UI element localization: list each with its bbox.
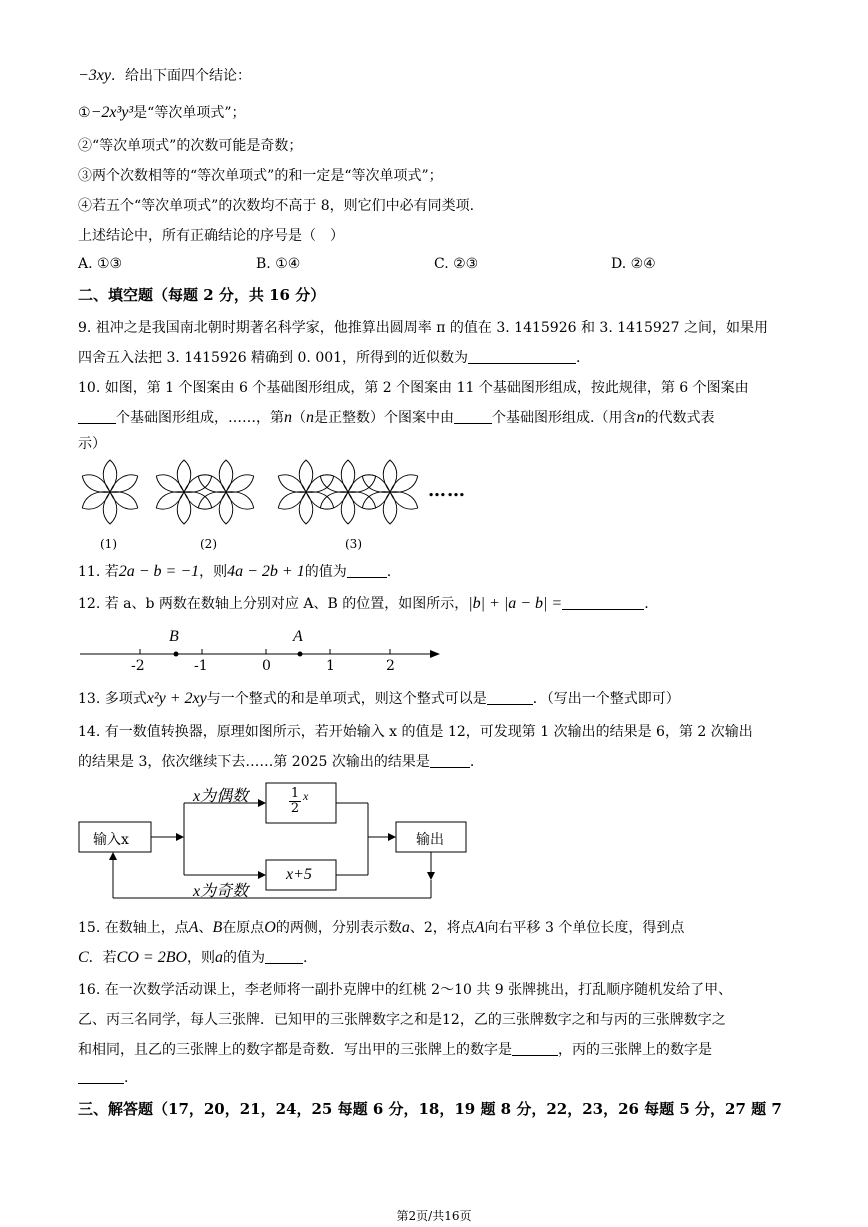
option-c[interactable]: C. ②③ [434, 256, 479, 272]
q16-line3 [78, 1040, 712, 1060]
conclusion-text: 是“等次单项式”； [133, 105, 246, 121]
q15-text: 在原点 [222, 920, 265, 936]
q10-text: （ [292, 410, 306, 426]
conclusion-text: “等次单项式”的次数可能是奇数； [92, 138, 303, 154]
q16-text: ，丙的三张牌上的数字是 [558, 1042, 712, 1058]
q14-text: 的结果是 3，依次继续下去……第 2025 次输出的结果是 [78, 754, 430, 770]
flower-pattern-1 [79, 460, 141, 524]
q16-end: . [124, 1070, 129, 1086]
q15-point: A [188, 919, 199, 936]
q14-input-box: 输入x [93, 832, 129, 848]
q12-line [78, 594, 649, 614]
q14-half-fraction [289, 787, 301, 816]
section-3-heading: 三、解答题（17，20，21，24，25 每题 6 分，18，19 题 8 分，22，23，26 每题 5 分，27 题 7 [78, 1100, 782, 1118]
q10-var-n: n [306, 409, 314, 426]
q9-end: . [576, 350, 581, 366]
q14-answer-blank[interactable] [430, 753, 470, 768]
q16-line4 [78, 1068, 128, 1088]
q12-tick: -1 [194, 658, 208, 674]
q14-line2 [78, 752, 474, 772]
conclusion-4 [78, 196, 474, 216]
q15-condition: CO = 2BO [116, 949, 188, 966]
q14-even-label: x为偶数 [193, 788, 249, 805]
q16-blank-2[interactable] [78, 1069, 124, 1084]
page-footer: 第2页/共16页 [396, 1209, 472, 1223]
question-line: 上述结论中，所有正确结论的序号是（ ） [78, 228, 344, 244]
flower-pattern-3b [317, 460, 379, 524]
q12-expr: |b| + |a − b| = [468, 595, 563, 612]
intro-line [78, 66, 251, 86]
conclusion-number: ④ [78, 198, 92, 214]
q10-line3: 示） [78, 436, 106, 452]
q10-label-2: (2) [200, 537, 217, 551]
q15-answer-blank[interactable] [265, 949, 303, 964]
conclusion-text: 若五个“等次单项式”的次数均不高于 8，则它们中必有同类项. [92, 198, 475, 214]
option-d[interactable]: D. ②④ [611, 256, 656, 272]
q15-var: a [401, 919, 410, 936]
q13-line [78, 689, 680, 709]
q10-text: 个基础图形组成.（用含 [492, 410, 637, 426]
q14-plus-box: x+5 [286, 866, 312, 883]
fraction-denominator: 2 [290, 801, 300, 816]
q15-point: O [264, 919, 276, 936]
q9-line2 [78, 348, 581, 368]
q11-line [78, 562, 391, 582]
q15-text: 的值为 [223, 950, 266, 966]
q11-text: 11. 若 [78, 564, 119, 580]
q9-text: 四舍五入法把 3. 1415926 精确到 0. 001，所得到的近似数为 [78, 350, 469, 366]
q10-blank-1[interactable] [78, 409, 116, 424]
q12-tick: 1 [326, 658, 335, 674]
q14-half-var: x [303, 789, 309, 803]
point-b-dot [174, 652, 179, 657]
q12-text: 12. 若 a、b 两数在数轴上分别对应 A、B 的位置，如图所示， [78, 596, 469, 612]
conclusion-number: ② [78, 138, 92, 154]
q11-text: 的值为 [304, 564, 347, 580]
flower-pattern-2b [195, 460, 257, 524]
q13-text: 与一个整式的和是单项式，则这个整式可以是 [206, 691, 487, 707]
option-b[interactable]: B. ①④ [256, 256, 301, 272]
q12-tick: 2 [386, 658, 395, 674]
q15-point: A [474, 919, 485, 936]
q12-point-b: B [169, 628, 179, 645]
q14-line1: 14. 有一数值转换器，原理如图所示，若开始输入 x 的值是 12，可发现第 1 次输出的结果是 6，第 2 次输出 [78, 724, 753, 740]
option-a[interactable]: A. ①③ [78, 256, 123, 272]
q13-expr: x²y + 2xy [146, 690, 207, 707]
q9-answer-blank[interactable] [468, 349, 576, 364]
q15-text: ，则 [187, 950, 216, 966]
q16-blank-1[interactable] [512, 1041, 558, 1056]
q10-label-3: (3) [345, 537, 362, 551]
q10-label-1: (1) [100, 537, 117, 551]
conclusion-text: 两个次数相等的“等次单项式”的和一定是“等次单项式”； [92, 168, 443, 184]
q12-point-a: A [293, 628, 303, 645]
conclusion-number: ③ [78, 168, 92, 184]
q10-line2 [78, 408, 714, 428]
q12-answer-blank[interactable] [562, 595, 644, 610]
conclusion-expr: −2x³y³ [90, 104, 134, 121]
q10-var-n: n [284, 409, 292, 426]
q13-answer-blank[interactable] [487, 690, 533, 705]
conclusion-1 [78, 103, 245, 123]
q15-text: 15. 在数轴上，点 [78, 920, 189, 936]
q13-text: ．（写出一个整式即可） [532, 691, 680, 707]
intro-text: ．给出下面四个结论： [111, 68, 251, 84]
q15-point: C [78, 949, 89, 966]
q15-text: 的两侧，分别表示数 [275, 920, 402, 936]
q15-point: B [212, 919, 223, 936]
flower-pattern-3c [359, 460, 421, 524]
q10-text: 是正整数）个图案中由 [314, 410, 454, 426]
q15-text: 向右平移 3 个单位长度，得到点 [484, 920, 685, 936]
q10-blank-2[interactable] [454, 409, 492, 424]
q14-output-box: 输出 [416, 832, 444, 848]
q16-line1: 16. 在一次数学活动课上，李老师将一副扑克牌中的红桃 2～10 共 9 张牌挑出，打乱顺序随机发给了甲、 [78, 982, 733, 998]
conclusion-3 [78, 166, 443, 186]
q12-end: . [644, 596, 649, 612]
q10-ellipsis: …… [428, 480, 466, 501]
q11-expr2: 4a − 2b + 1 [227, 563, 305, 580]
q16-line2: 乙、丙三名同学，每人三张牌．已知甲的三张牌数字之和是12，乙的三张牌数字之和与丙的三张牌数字之 [78, 1012, 726, 1028]
fraction-numerator: 1 [290, 786, 300, 801]
q15-end: . [303, 950, 308, 966]
q10-line1: 10. 如图，第 1 个图案由 6 个基础图形组成，第 2 个图案由 11 个基础图形组成，按此规律，第 6 个图案由 [78, 380, 749, 396]
point-a-dot [298, 652, 303, 657]
q11-end: . [386, 564, 392, 580]
q9-line1: 9. 祖冲之是我国南北朝时期著名科学家，他推算出圆周率 π 的值在 3. 1415926 和 3. 1415927 之间，如果用 [78, 320, 769, 336]
q15-var: a [215, 949, 224, 966]
q15-text: ．若 [88, 950, 117, 966]
conclusion-2 [78, 136, 302, 156]
q16-text: 和相同，且乙的三张牌上的数字都是奇数．写出甲的三张牌上的数字是 [78, 1042, 512, 1058]
q10-text: 个基础图形组成，……，第 [116, 410, 284, 426]
flower-pattern-2a [153, 460, 215, 524]
q11-text: ，则 [199, 564, 228, 580]
intro-expr: −3xy [78, 67, 111, 84]
q10-var-n: n [636, 409, 645, 426]
q11-expr1: 2a − b = −1 [118, 563, 200, 580]
q11-answer-blank[interactable] [347, 563, 387, 578]
section-2-heading: 二、填空题（每题 2 分，共 16 分） [78, 286, 326, 304]
q10-text: 的代数式表 [644, 410, 715, 426]
q12-tick: -2 [131, 658, 145, 674]
conclusion-number: ① [78, 105, 91, 121]
q12-tick: 0 [262, 658, 271, 674]
q15-text: 、2，将点 [409, 920, 475, 936]
q14-odd-label: x为奇数 [193, 883, 249, 900]
q15-text: 、 [198, 920, 213, 936]
q14-end: . [469, 754, 475, 770]
q15-line1 [78, 918, 684, 938]
q15-line2 [78, 948, 307, 968]
q13-text: 13. 多项式 [78, 691, 147, 707]
flower-pattern-3a [275, 460, 337, 524]
